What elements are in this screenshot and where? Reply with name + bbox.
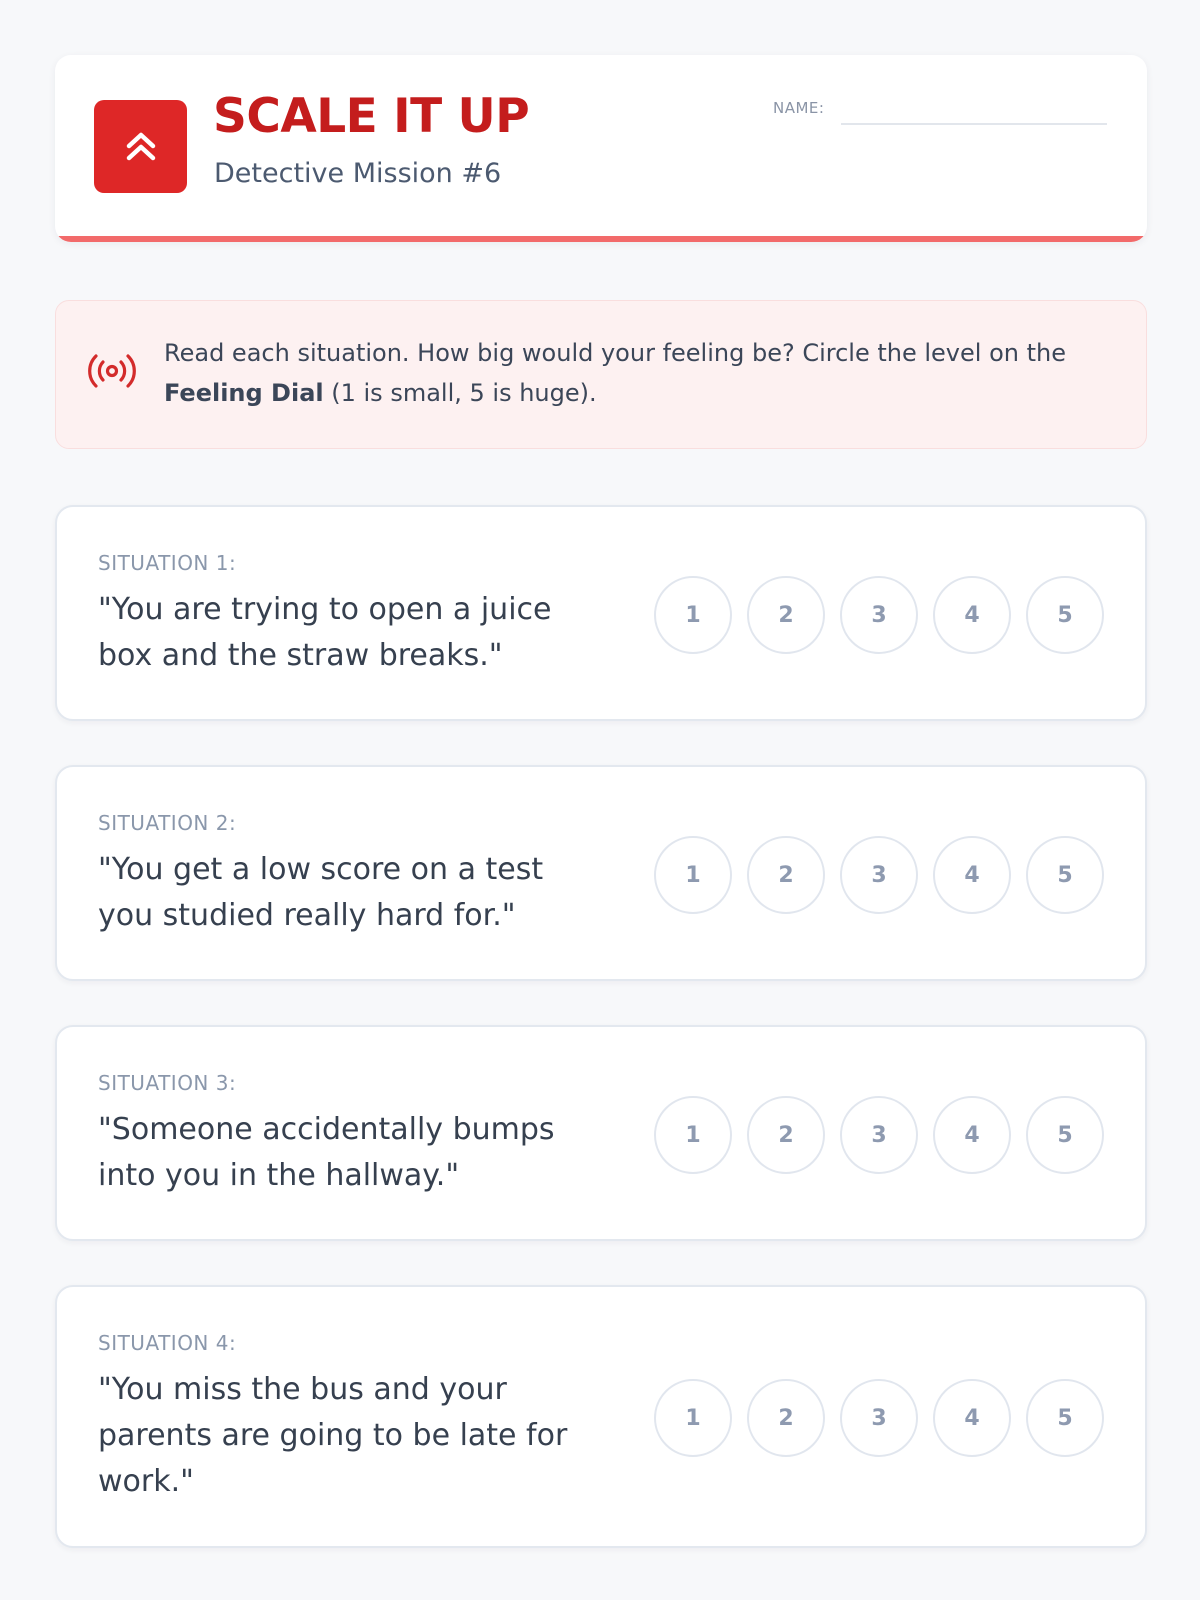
dial-level-3[interactable]: 3: [840, 1096, 918, 1174]
instruction-text-end: (1 is small, 5 is huge).: [323, 379, 597, 407]
dial-level-5[interactable]: 5: [1026, 1096, 1104, 1174]
dial-level-3[interactable]: 3: [840, 576, 918, 654]
dial-level-1[interactable]: 1: [654, 836, 732, 914]
dial-level-1[interactable]: 1: [654, 1379, 732, 1457]
dial-level-1[interactable]: 1: [654, 576, 732, 654]
dial-level-5[interactable]: 5: [1026, 576, 1104, 654]
feeling-dial: [654, 1096, 1104, 1174]
dial-level-4[interactable]: 4: [933, 1379, 1011, 1457]
dial-level-4[interactable]: 4: [933, 836, 1011, 914]
dial-level-5[interactable]: 5: [1026, 1379, 1104, 1457]
dial-level-2[interactable]: 2: [747, 576, 825, 654]
situation-card-4: [55, 1285, 1147, 1548]
situation-text: "You get a low score on a test you studied really hard for.": [98, 852, 544, 933]
feeling-dial-term: Feeling Dial: [164, 379, 324, 407]
situation-card-1: [55, 505, 1147, 721]
situation-label: SITUATION 3:: [98, 1071, 237, 1095]
dial-level-3[interactable]: 3: [840, 1379, 918, 1457]
dial-level-4[interactable]: 4: [933, 576, 1011, 654]
page-title: SCALE IT UP: [213, 89, 530, 144]
situation-card-2: [55, 765, 1147, 981]
instructions-box: [55, 300, 1147, 449]
feeling-dial: [654, 1379, 1104, 1457]
dial-level-1[interactable]: 1: [654, 1096, 732, 1174]
dial-level-3[interactable]: 3: [840, 836, 918, 914]
dial-level-2[interactable]: 2: [747, 1379, 825, 1457]
dial-level-5[interactable]: 5: [1026, 836, 1104, 914]
dial-level-2[interactable]: 2: [747, 836, 825, 914]
name-label: NAME:: [773, 99, 825, 117]
situation-text: "Someone accidentally bumps into you in the hallway.": [98, 1112, 555, 1193]
instruction-text-start: Read each situation. How big would your feeling be? Circle the level on the: [164, 339, 1066, 367]
name-field[interactable]: [841, 123, 1107, 125]
dial-level-4[interactable]: 4: [933, 1096, 1011, 1174]
feeling-dial: [654, 836, 1104, 914]
worksheet-header: [55, 55, 1147, 242]
dial-level-2[interactable]: 2: [747, 1096, 825, 1174]
situation-text: "You miss the bus and your parents are going to be late for work.": [98, 1372, 568, 1499]
instruction-text: [164, 333, 1094, 413]
situation-label: SITUATION 4:: [98, 1331, 237, 1355]
double-chevron-up-icon: [94, 100, 187, 193]
situation-label: SITUATION 1:: [98, 551, 237, 575]
situation-text: "You are trying to open a juice box and the straw breaks.": [98, 592, 552, 673]
broadcast-icon: [88, 351, 136, 395]
situation-card-3: [55, 1025, 1147, 1241]
mission-subtitle: Detective Mission #6: [214, 158, 502, 189]
feeling-dial: [654, 576, 1104, 654]
situation-label: SITUATION 2:: [98, 811, 237, 835]
